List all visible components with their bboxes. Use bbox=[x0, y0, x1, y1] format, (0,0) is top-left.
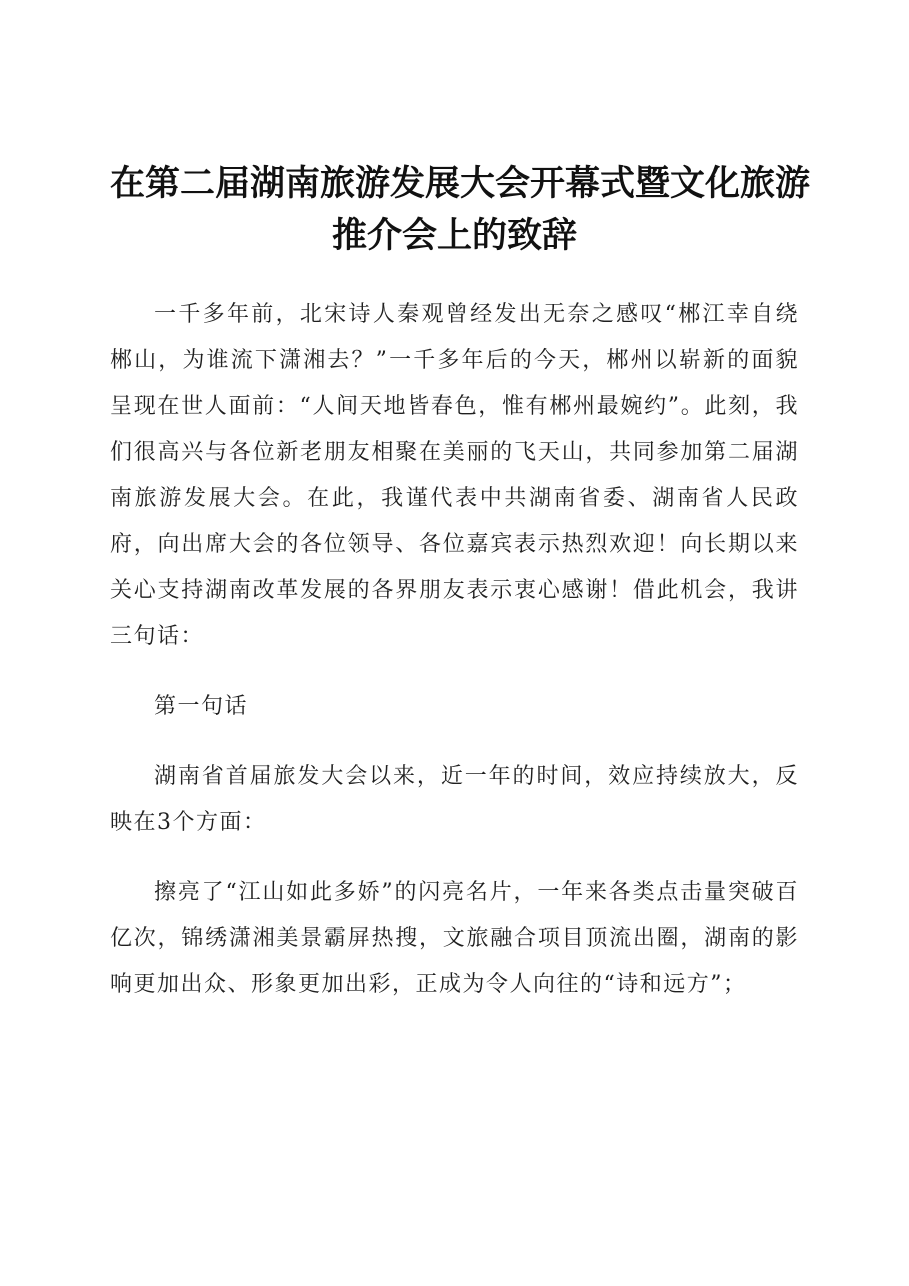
title-line-1: 在第二届湖南旅游发展大会开幕式暨文化旅游 bbox=[110, 163, 811, 204]
document-title bbox=[110, 158, 811, 262]
paragraph-effects: 湖南省首届旅发大会以来，近一年的时间，效应持续放大，反映在3个方面： bbox=[110, 764, 799, 835]
paragraph-intro: 一千多年前，北宋诗人秦观曾经发出无奈之感叹“郴江幸自绕郴山，为谁流下潇湘去？”一千多年后的今天，郴州以崭新的面貌呈现在世人面前：“人间天地皆春色，惟有郴州最婉约”。此刻，我们很高兴与各位新老朋友相聚在美丽的飞天山，共同参加第二届湖南旅游发展大会。在此，我谨代表中共湖南省委、湖南省人民政府，向出席大会的各位领导、各位嘉宾表示热烈欢迎！向长期以来关心支持湖南改革发展的各界朋友表示衷心感谢！借此机会，我讲三句话： bbox=[110, 302, 799, 649]
paragraph-section-heading: 第一句话 bbox=[154, 694, 249, 719]
document-body bbox=[110, 292, 799, 1032]
paragraph-business-card: 擦亮了“江山如此多娇”的闪亮名片，一年来各类点击量突破百亿次，锦绣潇湘美景霸屏热搜，文旅融合项目顶流出圈，湖南的影响更加出众、形象更加出彩，正成为令人向往的“诗和远方”； bbox=[110, 880, 799, 997]
title-line-2: 推介会上的致辞 bbox=[331, 215, 577, 256]
